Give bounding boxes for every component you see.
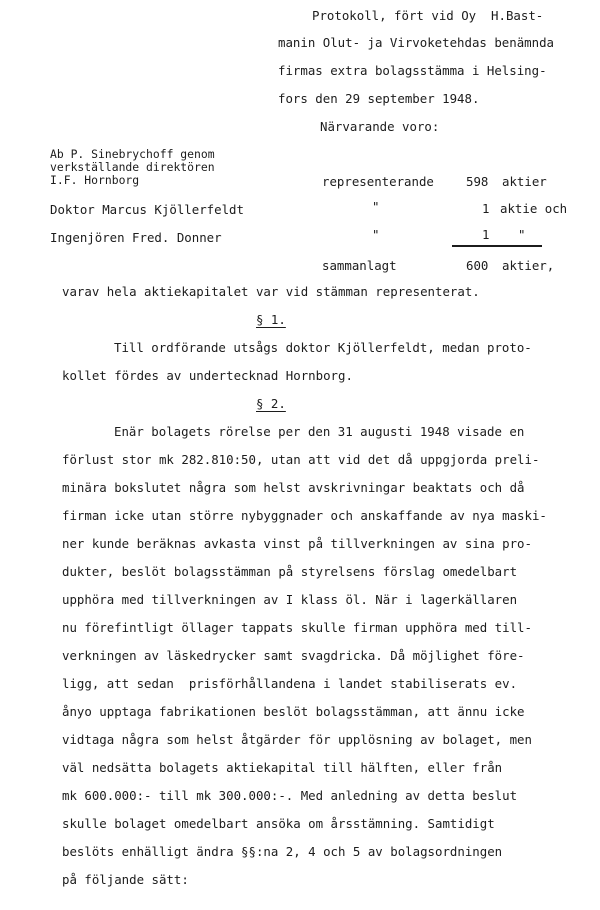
section-2-line-13: väl nedsätta bolagets aktiekapital till hälften, eller från [62, 760, 503, 775]
attendee-1-name-line-3: I.F. Hornborg [50, 173, 140, 187]
section-2-line-10: ligg, att sedan prisförhållandena i landet stabiliserats ev. [62, 676, 518, 691]
section-2-heading: § 2. [256, 396, 286, 411]
section-2-line-4: firman icke utan större nybyggnader och anskaffande av nya maski- [62, 508, 547, 523]
total-shares: 600 [466, 258, 489, 273]
heading-line-2: manin Olut- ja Virvoketehdas benämnda [278, 35, 555, 50]
section-2-line-5: ner kunde beräknas avkasta vinst på tillverkningen av sina pro- [62, 536, 532, 551]
attendee-2-name: Doktor Marcus Kjöllerfeldt [50, 202, 244, 217]
attendee-2-unit: aktie och [500, 201, 568, 216]
attendee-3-represents: " [372, 227, 380, 242]
attendee-3-name: Ingenjören Fred. Donner [50, 230, 222, 245]
section-2-line-9: verkningen av läskedrycker samt svagdricka. Då möjlighet före- [62, 648, 525, 663]
capital-represented-line: varav hela aktiekapitalet var vid stämman representerat. [62, 284, 480, 299]
heading-line-3: firmas extra bolagsstämma i Helsing- [278, 63, 547, 78]
section-2-line-15: skulle bolaget omedelbart ansöka om årsstämning. Samtidigt [62, 816, 495, 831]
section-2-line-12: vidtaga några som helst åtgärder för upplösning av bolaget, men [62, 732, 532, 747]
total-label: sammanlagt [322, 258, 397, 273]
section-1-line-2: kollet fördes av undertecknad Hornborg. [62, 368, 353, 383]
section-2-line-14: mk 600.000:- till mk 300.000:-. Med anledning av detta beslut [62, 788, 518, 803]
section-2-line-1: Enär bolagets rörelse per den 31 augusti 1948 visade en [114, 424, 525, 439]
section-2-line-2: förlust stor mk 282.810:50, utan att vid det då uppgjorda preli- [62, 452, 540, 467]
section-2-line-17: på följande sätt: [62, 872, 189, 887]
section-1-heading: § 1. [256, 312, 286, 327]
section-2-line-7: upphöra med tillverkningen av I klass öl. När i lagerkällaren [62, 592, 518, 607]
section-2-line-3: minära bokslutet några som helst avskrivningar beaktats och då [62, 480, 525, 495]
attendee-1-unit: aktier [502, 174, 547, 189]
section-2-line-8: nu förefintligt öllager tappats skulle firman upphöra med till- [62, 620, 532, 635]
attendee-1-name-line-1: Ab P. Sinebrychoff genom [50, 147, 215, 161]
attendee-2-represents: " [372, 199, 380, 214]
attendee-1-name-line-2: verkställande direktören [50, 160, 215, 174]
total-unit: aktier, [502, 258, 555, 273]
heading-line-4: fors den 29 september 1948. [278, 91, 480, 106]
heading-line-1: Protokoll, fört vid Oy H.Bast- [312, 8, 544, 23]
attendee-1-shares: 598 [466, 174, 489, 189]
section-2-line-11: ånyo upptaga fabrikationen beslöt bolagsstämman, att ännu icke [62, 704, 525, 719]
present-label: Närvarande voro: [320, 119, 440, 134]
sum-rule [452, 245, 542, 247]
attendee-2-shares: 1 [482, 201, 490, 216]
attendee-3-shares: 1 [482, 227, 490, 242]
section-2-line-16: beslöts enhälligt ändra §§:na 2, 4 och 5 av bolagsordningen [62, 844, 503, 859]
attendee-3-unit: " [518, 227, 526, 242]
attendee-1-represents: representerande [322, 174, 434, 189]
section-1-line-1: Till ordförande utsågs doktor Kjöllerfeldt, medan proto- [114, 340, 532, 355]
section-2-line-6: dukter, beslöt bolagsstämman på styrelsens förslag omedelbart [62, 564, 518, 579]
